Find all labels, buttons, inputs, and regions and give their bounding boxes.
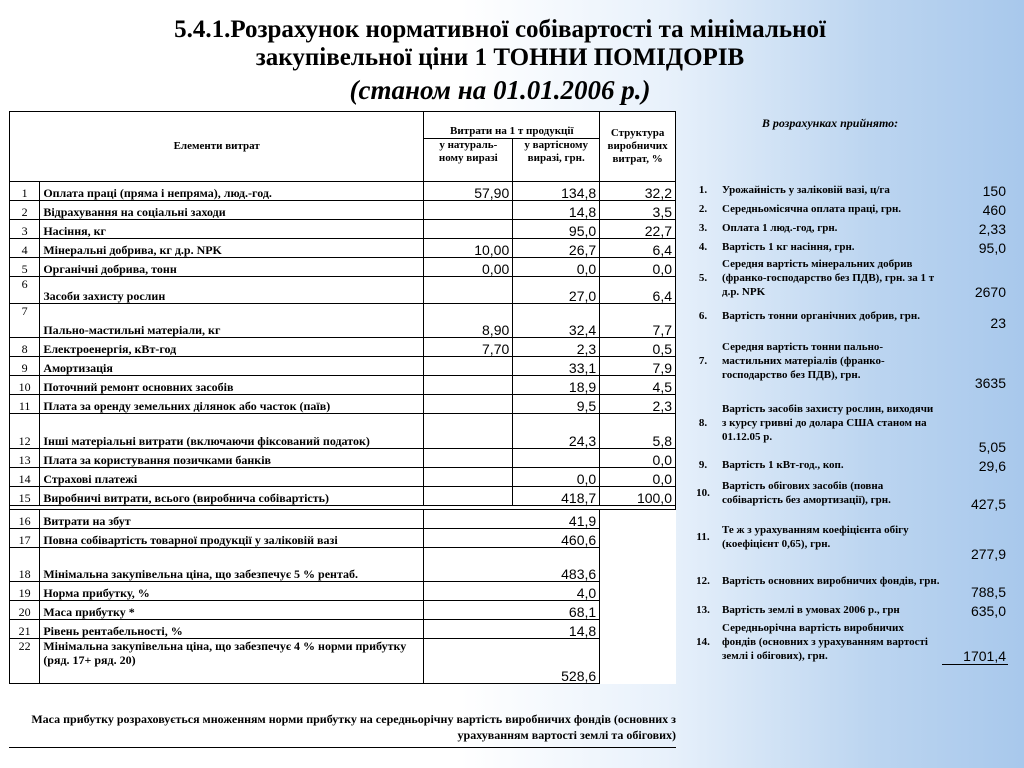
row-natural-value — [424, 487, 513, 506]
row-label: Поточний ремонт основних засобів — [40, 376, 424, 395]
row-cost-value: 18,9 — [513, 376, 600, 395]
assumption-label: Середня вартість мінеральних добрив (франко-господарство без ПДВ), грн. за 1 т д.р. NPK — [722, 258, 935, 298]
assumption-row — [686, 300, 1008, 331]
table-row — [10, 510, 676, 529]
header-structure: Структура виробничих витрат, % — [600, 112, 676, 182]
row-structure-value: 100,0 — [600, 487, 676, 506]
table-row — [10, 639, 676, 684]
table-row — [10, 620, 676, 639]
row-label: Інші матеріальні витрати (включаючи фіксований податок) — [40, 414, 424, 449]
assumption-number: 9. — [698, 458, 708, 471]
table-row — [10, 395, 676, 414]
title-line-2: закупівельної ціни 1 ТОННИ ПОМІДОРІВ — [255, 44, 745, 71]
assumption-number: 10. — [696, 487, 710, 499]
assumption-value: 460 — [982, 202, 1006, 218]
row-natural-value — [424, 277, 513, 304]
assumption-row — [686, 562, 1008, 600]
table-row — [10, 376, 676, 395]
assumption-label: Вартість тонни органічних добрив, грн. — [722, 309, 920, 322]
header-elements: Елементи витрат — [10, 112, 424, 182]
table-row — [10, 201, 676, 220]
row-number: 10 — [10, 376, 40, 395]
row-structure-value: 2,3 — [600, 395, 676, 414]
row-number: 12 — [10, 414, 40, 449]
row-label: Мінімальна закупівельна ціна, що забезпечує 4 % норми прибутку (ряд. 17+ ряд. 20) — [40, 639, 424, 684]
assumption-row — [686, 256, 1008, 300]
row-number: 21 — [10, 620, 40, 639]
assumption-label: Урожайність у заліковій вазі, ц/га — [722, 183, 890, 196]
row-label: Плата за оренду земельних ділянок або часток (паїв) — [40, 395, 424, 414]
row-cost-value: 68,1 — [424, 601, 600, 620]
assumption-label: Вартість обігових засобів (повна собівартість без амортизації), грн. — [722, 480, 891, 506]
assumption-row — [686, 237, 1008, 256]
table-row — [10, 529, 676, 548]
row-structure-value: 32,2 — [600, 182, 676, 201]
row-structure-value: 4,5 — [600, 376, 676, 395]
assumption-number: 3. — [698, 221, 708, 234]
row-cost-value: 33,1 — [513, 357, 600, 376]
table-row — [10, 548, 676, 582]
assumption-row — [686, 180, 1008, 199]
row-cost-value: 483,6 — [424, 548, 600, 582]
row-natural-value: 57,90 — [424, 182, 513, 201]
row-number: 9 — [10, 357, 40, 376]
row-label: Мінеральні добрива, кг д.р. NPK — [40, 239, 424, 258]
row-number: 3 — [10, 220, 40, 239]
row-cost-value — [513, 449, 600, 468]
assumption-label: Вартість основних виробничих фондів, грн. — [722, 575, 940, 587]
assumption-value: 23 — [990, 315, 1006, 331]
row-structure-value: 0,0 — [600, 468, 676, 487]
assumption-label: Вартість 1 кВт-год., коп. — [722, 458, 844, 471]
table-row — [10, 338, 676, 357]
row-number: 1 — [10, 182, 40, 201]
row-label: Страхові платежі — [40, 468, 424, 487]
row-label: Маса прибутку * — [40, 601, 424, 620]
assumption-value: 2670 — [974, 284, 1006, 300]
table-row — [10, 414, 676, 449]
assumption-value: 427,5 — [970, 496, 1006, 512]
row-label: Амортизація — [40, 357, 424, 376]
row-label: Насіння, кг — [40, 220, 424, 239]
table-row — [10, 182, 676, 201]
row-number: 8 — [10, 338, 40, 357]
row-number: 20 — [10, 601, 40, 620]
table-row — [10, 239, 676, 258]
table-row — [10, 357, 676, 376]
row-structure-value: 7,7 — [600, 304, 676, 338]
assumption-number: 4. — [698, 240, 708, 253]
row-label: Засоби захисту рослин — [40, 277, 424, 304]
row-cost-value: 4,0 — [424, 582, 600, 601]
row-cost-value: 14,8 — [513, 201, 600, 220]
assumption-value: 1701,4 — [942, 619, 1008, 664]
title-date: (станом на 01.01.2006 р.) — [349, 75, 651, 105]
row-label: Пально-мастильні матеріали, кг — [40, 304, 424, 338]
row-number: 2 — [10, 201, 40, 220]
row-cost-value: 418,7 — [513, 487, 600, 506]
assumption-number: 12. — [696, 575, 710, 587]
assumption-number: 7. — [698, 355, 708, 367]
assumption-value: 95,0 — [978, 240, 1006, 256]
row-label: Органічні добрива, тонн — [40, 258, 424, 277]
assumption-row — [686, 455, 1008, 474]
assumption-row — [686, 331, 1008, 391]
row-label: Мінімальна закупівельна ціна, що забезпечує 5 % рентаб. — [40, 548, 424, 582]
row-cost-value: 27,0 — [513, 277, 600, 304]
assumptions-table — [686, 180, 1008, 665]
assumption-row — [686, 474, 1008, 512]
assumption-number: 14. — [696, 635, 710, 648]
row-natural-value — [424, 468, 513, 487]
row-cost-value: 26,7 — [513, 239, 600, 258]
footnote: Маса прибутку розраховується множенням норми прибутку на середньорічну вартість виробничих фондів (основних з урахуванням вартості землі та обігових) — [9, 711, 676, 748]
row-label: Норма прибутку, % — [40, 582, 424, 601]
row-number: 16 — [10, 510, 40, 529]
row-number: 5 — [10, 258, 40, 277]
row-structure-value: 0,5 — [600, 338, 676, 357]
row-natural-value — [424, 220, 513, 239]
table-row — [10, 449, 676, 468]
assumption-row — [686, 218, 1008, 237]
assumption-value: 5,05 — [978, 439, 1006, 455]
row-number: 22 — [10, 639, 40, 684]
row-structure-value: 3,5 — [600, 201, 676, 220]
assumption-value: 3635 — [974, 375, 1006, 391]
header-value: у вартісному виразі, грн. — [513, 139, 600, 182]
row-label: Відрахування на соціальні заходи — [40, 201, 424, 220]
row-cost-value: 9,5 — [513, 395, 600, 414]
assumption-value: 29,6 — [978, 458, 1006, 474]
row-natural-value — [424, 449, 513, 468]
assumption-row — [686, 619, 1008, 664]
assumption-label: Вартість 1 кг насіння, грн. — [722, 240, 855, 253]
row-cost-value: 2,3 — [513, 338, 600, 357]
table-row — [10, 220, 676, 239]
row-label: Витрати на збут — [40, 510, 424, 529]
table-row — [10, 258, 676, 277]
assumption-number: 8. — [698, 417, 708, 429]
row-label: Плата за користування позичками банків — [40, 449, 424, 468]
assumption-value: 277,9 — [970, 546, 1006, 562]
assumption-row — [686, 391, 1008, 455]
assumption-value: 2,33 — [978, 221, 1006, 237]
row-natural-value: 8,90 — [424, 304, 513, 338]
row-natural-value — [424, 357, 513, 376]
cost-table — [9, 111, 676, 684]
row-label: Повна собівартість товарної продукції у заліковій вазі — [40, 529, 424, 548]
row-number: 15 — [10, 487, 40, 506]
row-cost-value: 0,0 — [513, 468, 600, 487]
table-row — [10, 277, 676, 304]
row-cost-value: 528,6 — [424, 639, 600, 684]
table-row — [10, 582, 676, 601]
row-number: 6 — [10, 277, 40, 304]
assumption-label: Середньорічна вартість виробничих фондів (основних з урахуванням вартості землі і обігових), грн. — [722, 621, 928, 662]
row-cost-value: 14,8 — [424, 620, 600, 639]
table-row — [10, 601, 676, 620]
assumption-number: 6. — [698, 309, 708, 322]
row-number: 13 — [10, 449, 40, 468]
row-natural-value — [424, 376, 513, 395]
assumption-number: 5. — [698, 272, 708, 284]
row-structure-value: 5,8 — [600, 414, 676, 449]
row-natural-value: 10,00 — [424, 239, 513, 258]
row-structure-value: 6,4 — [600, 277, 676, 304]
table-row — [10, 487, 676, 506]
row-natural-value — [424, 414, 513, 449]
header-natural: у натураль-ному виразі — [424, 139, 513, 182]
assumption-label: Вартість землі в умовах 2006 р., грн — [722, 603, 900, 616]
row-cost-value: 0,0 — [513, 258, 600, 277]
row-number: 11 — [10, 395, 40, 414]
row-cost-value: 32,4 — [513, 304, 600, 338]
row-natural-value — [424, 201, 513, 220]
row-structure-value: 0,0 — [600, 449, 676, 468]
assumption-label: Те ж з урахуванням коефіцієнта обігу (коефіцієнт 0,65), грн. — [722, 524, 909, 550]
assumption-row — [686, 600, 1008, 619]
assumption-number: 11. — [696, 531, 710, 543]
table-row — [10, 304, 676, 338]
row-number: 18 — [10, 548, 40, 582]
row-cost-value: 134,8 — [513, 182, 600, 201]
row-natural-value — [424, 395, 513, 414]
row-label: Рівень рентабельності, % — [40, 620, 424, 639]
header-costs-per-ton: Витрати на 1 т продукції — [424, 112, 600, 139]
row-cost-value: 95,0 — [513, 220, 600, 239]
row-label: Електроенергія, кВт-год — [40, 338, 424, 357]
row-structure-value: 0,0 — [600, 258, 676, 277]
assumption-label: Середня вартість тонни пально-мастильних матеріалів (франко-господарство без ПДВ), грн. — [722, 341, 885, 381]
row-label: Оплата праці (пряма і непряма), люд.-год. — [40, 182, 424, 201]
assumption-value: 150 — [982, 183, 1006, 199]
assumption-row — [686, 199, 1008, 218]
row-number: 7 — [10, 304, 40, 338]
row-structure-value: 22,7 — [600, 220, 676, 239]
title-line-1: 5.4.1.Розрахунок нормативної собівартості та мінімальної — [174, 16, 826, 43]
row-number: 17 — [10, 529, 40, 548]
row-structure-value: 7,9 — [600, 357, 676, 376]
row-label: Виробничі витрати, всього (виробнича собівартість) — [40, 487, 424, 506]
side-heading: В розрахунках прийнято: — [761, 116, 899, 130]
row-natural-value: 0,00 — [424, 258, 513, 277]
row-cost-value: 24,3 — [513, 414, 600, 449]
assumption-label: Середньомісячна оплата праці, грн. — [722, 202, 902, 215]
assumption-label: Вартість засобів захисту рослин, виходячи з курсу гривні до долара США станом на 01.12.05 р. — [722, 403, 934, 443]
row-cost-value: 460,6 — [424, 529, 600, 548]
row-structure-value: 6,4 — [600, 239, 676, 258]
row-number: 4 — [10, 239, 40, 258]
row-number: 14 — [10, 468, 40, 487]
row-natural-value: 7,70 — [424, 338, 513, 357]
assumption-row — [686, 512, 1008, 562]
assumption-value: 635,0 — [970, 603, 1006, 619]
row-number: 19 — [10, 582, 40, 601]
row-cost-value: 41,9 — [424, 510, 600, 529]
assumption-label: Оплата 1 люд.-год, грн. — [722, 221, 838, 234]
table-row — [10, 468, 676, 487]
assumption-number: 1. — [698, 183, 708, 196]
assumption-number: 13. — [696, 603, 710, 616]
assumption-value: 788,5 — [970, 584, 1006, 600]
assumption-number: 2. — [698, 202, 708, 215]
